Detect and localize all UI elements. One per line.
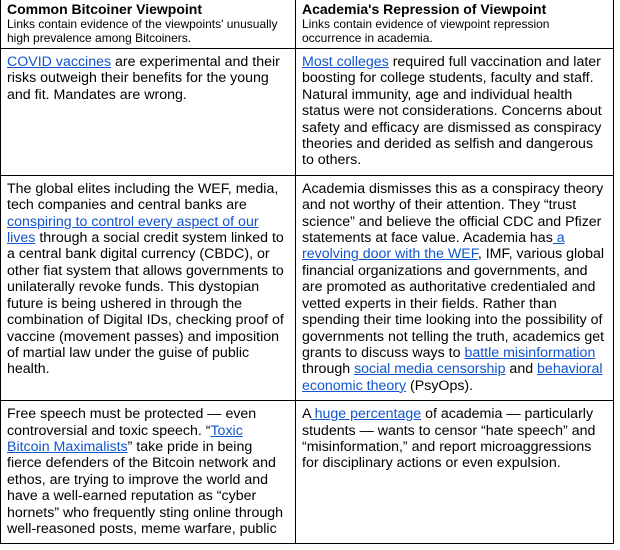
cell-academia-repression bbox=[296, 175, 614, 400]
cell-text: , IMF, various global financial organizations and governments, and are promoted as authoritative credentialed and vetted experts in their fields. Rather than spending their time looking into the possibility of governments not telling the truth, academics get grants to discuss ways to bbox=[302, 246, 605, 361]
hyperlink[interactable]: Most colleges bbox=[302, 54, 389, 70]
cell-text: through bbox=[302, 361, 355, 378]
column-title: Academia's Repression of Viewpoint bbox=[302, 1, 547, 17]
cell-academia-repression bbox=[296, 401, 614, 544]
cell-bitcoiner-viewpoint bbox=[1, 175, 296, 400]
cell-text: and bbox=[505, 361, 538, 378]
hyperlink[interactable]: battle misinformation bbox=[464, 344, 596, 361]
cell-text: A bbox=[302, 406, 311, 423]
hyperlink[interactable]: conspiring to control every aspect of our lives bbox=[7, 213, 259, 247]
cell-text: of academia — particularly students — wants to censor “hate speech” and “misinformation,” and report microaggressions for disciplinary actions or even expulsion. bbox=[302, 406, 596, 472]
table-row bbox=[1, 401, 614, 544]
header-cell-academia bbox=[296, 0, 614, 49]
cell-academia-repression bbox=[296, 49, 614, 176]
column-title: Common Bitcoiner Viewpoint bbox=[7, 1, 202, 17]
cell-text: (PsyOps). bbox=[406, 377, 474, 394]
hyperlink[interactable]: social media censorship bbox=[354, 361, 506, 378]
column-subtitle: Links contain evidence of the viewpoints' unusually high prevalence among Bitcoiners. bbox=[7, 17, 278, 45]
cell-text: Academia dismisses this as a conspiracy theory and not worthy of their attention. They “trust science” and believe the official CDC and Pfizer statements at face value. Academia has bbox=[302, 180, 604, 247]
hyperlink[interactable]: COVID vaccines bbox=[7, 54, 112, 70]
hyperlink[interactable]: Toxic Bitcoin Maximalists bbox=[7, 422, 243, 455]
cell-text: Free speech must be protected — even controversial and toxic speech. “ bbox=[7, 406, 257, 439]
header-row bbox=[1, 0, 614, 49]
header-cell-bitcoiner bbox=[1, 0, 296, 49]
hyperlink[interactable]: a revolving door with the WEF bbox=[302, 230, 565, 263]
cell-text: through a social credit system linked to a central bank digital currency (CBDC), or other fiat system that allows governments to unilaterally revoke funds. This dystopian future is being ushered in through the combination of Digital IDs, checking proof of vaccine (movement passes) and imposition of martial law under the guise of public health. bbox=[7, 230, 284, 378]
column-subtitle: Links contain evidence of viewpoint repression occurrence in academia. bbox=[302, 17, 550, 45]
cell-bitcoiner-viewpoint bbox=[1, 401, 296, 544]
cell-text: required full vaccination and later boosting for college students, faculty and staff. Natural immunity, age and individual health status were not considerations. Concerns about safety and efficacy are dismissed as conspiracy theories and derided as selfish and dangerous to others. bbox=[302, 54, 602, 169]
cell-text: ” take pride in being fierce defenders of the Bitcoin network and ethos, are trying to improve the world and have a well-earned reputation as “cyber hornets” who frequently sting online through well-reasoned posts, meme warfare, public bbox=[7, 438, 284, 537]
cell-text: are experimental and their risks outweigh their benefits for the young and fit. Mandates are wrong. bbox=[7, 54, 280, 103]
hyperlink[interactable]: behavioral economic theory bbox=[302, 361, 603, 394]
hyperlink[interactable]: huge percentage bbox=[310, 406, 422, 423]
cell-bitcoiner-viewpoint bbox=[1, 49, 296, 176]
cell-text: The global elites including the WEF, media, tech companies and central banks are bbox=[7, 180, 279, 214]
table-row bbox=[1, 175, 614, 400]
table-row bbox=[1, 49, 614, 176]
